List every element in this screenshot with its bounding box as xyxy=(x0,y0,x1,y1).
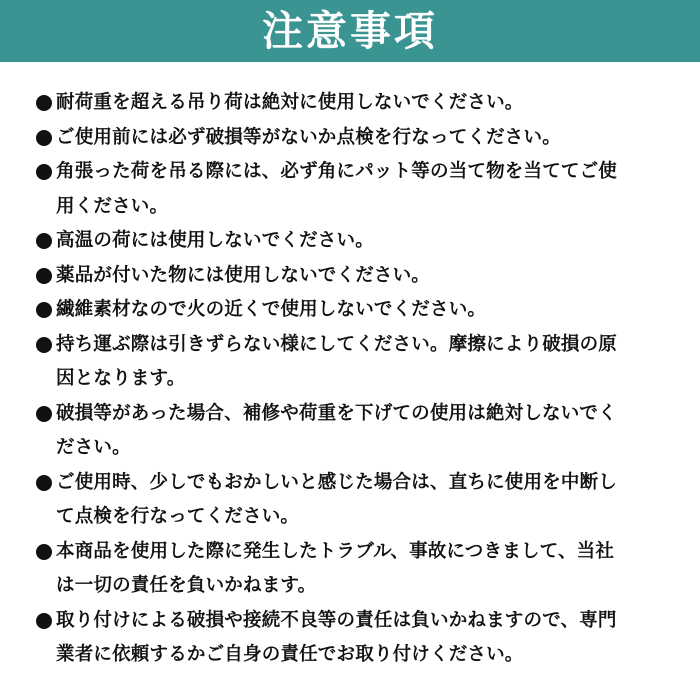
notice-item-4 xyxy=(34,224,674,259)
notice-text: ご使用前には必ず破損等がないか点検を行なってください。 xyxy=(56,126,561,148)
header-bar xyxy=(0,0,700,62)
notice-item-2 xyxy=(34,121,674,156)
notice-text: 取り付けによる破損や接続不良等の責任は負いかねますので、専門 業者に依頼するかご自身の責任でお取り付けください。 xyxy=(56,609,617,665)
bullet-icon xyxy=(36,613,52,629)
notice-list xyxy=(34,86,674,673)
bullet-icon xyxy=(36,475,52,491)
notice-text: ご使用時、少しでもおかしいと感じた場合は、直ちに使用を中断し て点検を行なってください。 xyxy=(56,471,618,527)
notice-item-7 xyxy=(34,328,674,397)
notice-item-5 xyxy=(34,259,674,294)
bullet-icon xyxy=(36,95,52,111)
notice-item-8 xyxy=(34,397,674,466)
bullet-icon xyxy=(36,544,52,560)
bullet-icon xyxy=(36,302,52,318)
notice-text: 角張った荷を吊る際には、必ず角にパット等の当て物を当ててご使 用ください。 xyxy=(56,161,618,217)
notice-item-3 xyxy=(34,155,674,224)
notice-text: 持ち運ぶ際は引きずらない様にしてください。摩擦により破損の原 因となります。 xyxy=(56,333,618,389)
bullet-icon xyxy=(36,164,52,180)
notice-text: 繊維素材なので火の近くで使用しないでください。 xyxy=(56,299,487,320)
bullet-icon xyxy=(36,337,52,353)
notice-text: 耐荷重を超える吊り荷は絶対に使用しないでください。 xyxy=(56,92,524,113)
notice-item-1 xyxy=(34,86,674,121)
notice-item-10 xyxy=(34,535,674,604)
notice-item-11 xyxy=(34,604,674,673)
notice-text: 薬品が付いた物には使用しないでください。 xyxy=(56,264,431,286)
notice-text: 高温の荷には使用しないでください。 xyxy=(56,230,374,251)
notice-text: 本商品を使用した際に発生したトラブル、事故につきまして、当社 は一切の責任を負いかねます。 xyxy=(56,540,615,596)
page-title: 注意事項 xyxy=(262,6,438,55)
bullet-icon xyxy=(36,130,52,146)
bullet-icon xyxy=(36,268,52,284)
bullet-icon xyxy=(36,406,52,422)
notice-item-9 xyxy=(34,466,674,535)
notice-text: 破損等があった場合、補修や荷重を下げての使用は絶対しないでく ださい。 xyxy=(56,402,617,458)
notice-item-6 xyxy=(34,293,674,328)
bullet-icon xyxy=(36,233,52,249)
